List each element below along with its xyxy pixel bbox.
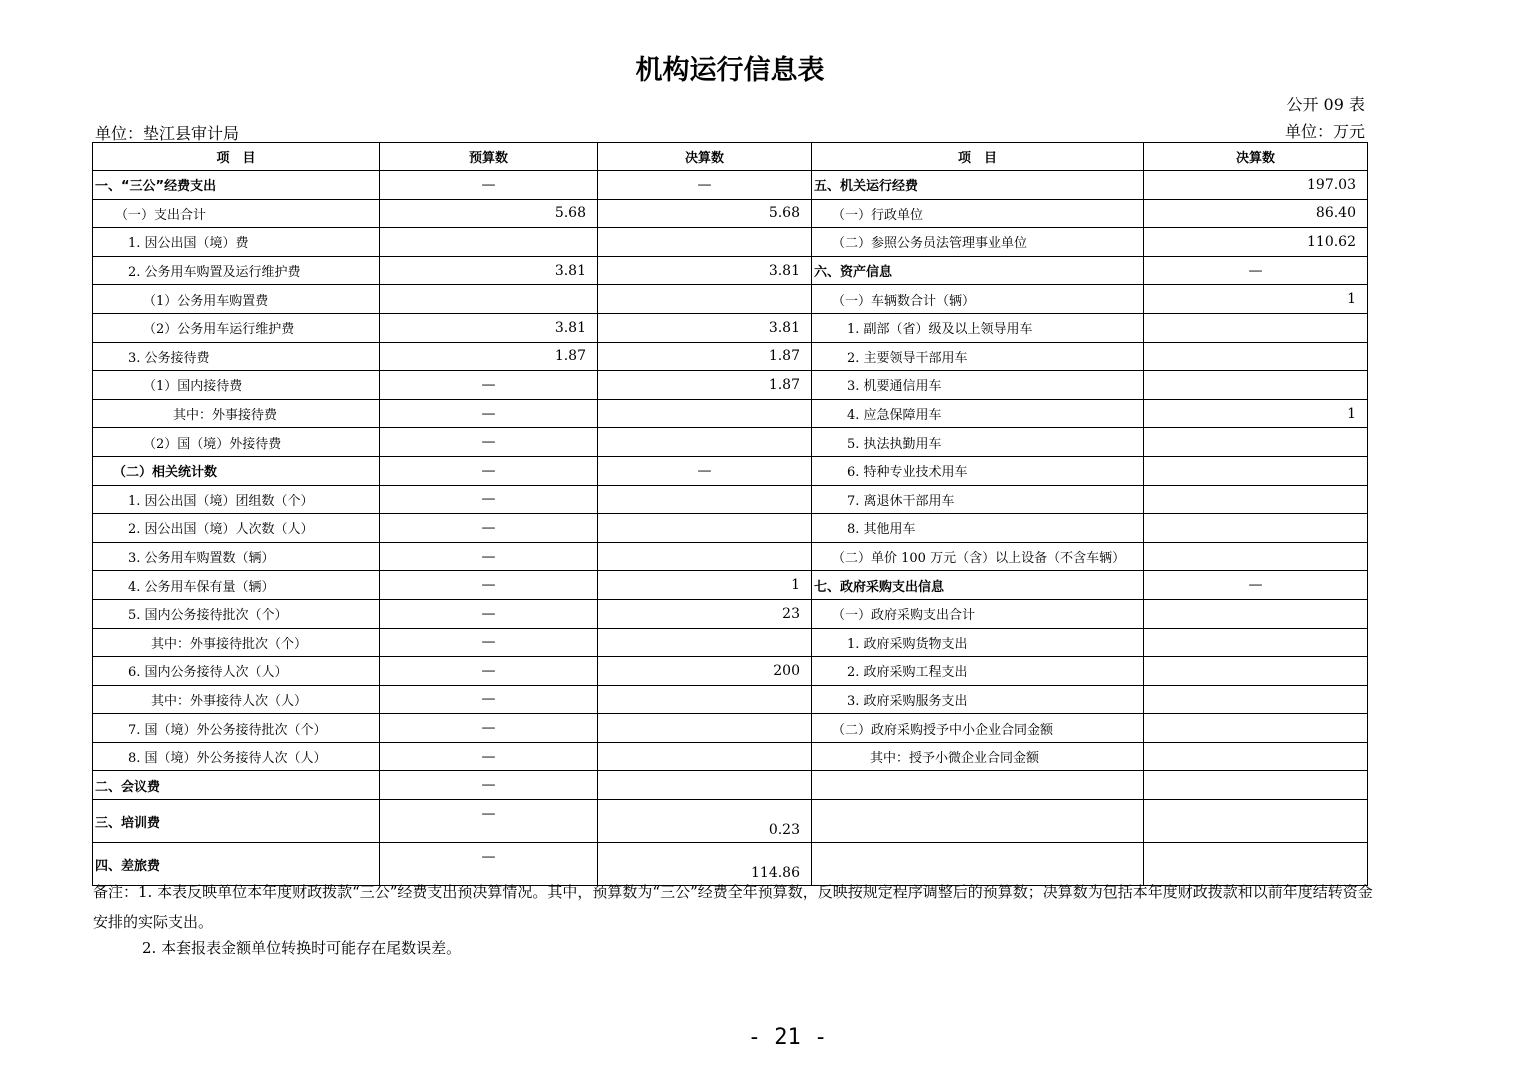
budget-cell: 1.87 [380,342,598,371]
row-label: （1）公务用车购置费 [93,285,380,314]
right-label: 6. 特种专业技术用车 [812,456,1144,485]
right-label: （一）政府采购支出合计 [812,599,1144,628]
right-value [1144,313,1368,342]
right-label [812,771,1144,800]
right-label: 2. 主要领导干部用车 [812,342,1144,371]
page-number: - 21 - [747,1025,828,1050]
table-row [93,599,1368,628]
row-label: （一）支出合计 [93,199,380,228]
budget-cell: — [380,742,598,771]
row-label: 1. 因公出国（境）费 [93,228,380,257]
right-label: 六、资产信息 [812,256,1144,285]
header-final: 决算数 [598,143,812,171]
budget-cell: — [380,571,598,600]
row-label: （2）公务用车运行维护费 [93,313,380,342]
final-cell: 3.81 [598,256,812,285]
row-label: 5. 国内公务接待批次（个） [93,599,380,628]
form-code: 公开 09 表 [1286,95,1365,114]
right-label [812,800,1144,843]
right-label: 5. 执法执勤用车 [812,428,1144,457]
right-label: （一）行政单位 [812,199,1144,228]
table-row [93,514,1368,543]
table-row [93,456,1368,485]
right-label: （二）单价 100 万元（含）以上设备（不含车辆） [812,542,1144,571]
right-label: 8. 其他用车 [812,514,1144,543]
row-label: 一、“三公”经费支出 [93,171,380,200]
budget-cell: — [380,514,598,543]
table-row [93,657,1368,686]
final-cell [598,628,812,657]
right-value [1144,628,1368,657]
table-row [93,285,1368,314]
row-label: 7. 国（境）外公务接待批次（个） [93,714,380,743]
final-cell: 0.23 [598,800,812,843]
budget-cell: — [380,843,598,886]
final-cell [598,685,812,714]
footnote-1: 备注：1. 本表反映单位本年度财政拨款“三公”经费支出预决算情况。其中，预算数为“三公”经费全年预算数，反映按规定程序调整后的预算数；决算数为包括本年度财政拨款和以前年度结转资金安排的实际支出。 [93,883,1373,931]
right-value [1144,599,1368,628]
table-row [93,428,1368,457]
right-value [1144,800,1368,843]
table-row [93,714,1368,743]
right-label: 1. 政府采购货物支出 [812,628,1144,657]
table-header-row [93,143,1368,171]
budget-cell [380,228,598,257]
budget-cell: — [380,456,598,485]
final-cell [598,514,812,543]
currency-unit: 单位：万元 [1284,122,1365,141]
footnote-2: 2. 本套报表金额单位转换时可能存在尾数误差。 [142,939,462,957]
right-label: （二）政府采购授予中小企业合同金额 [812,714,1144,743]
row-label: 其中：外事接待批次（个） [93,628,380,657]
right-label: 1. 副部（省）级及以上领导用车 [812,313,1144,342]
table-row [93,228,1368,257]
budget-cell: — [380,628,598,657]
budget-cell: — [380,371,598,400]
budget-cell [380,285,598,314]
table-row [93,399,1368,428]
final-cell [598,485,812,514]
right-label: 3. 政府采购服务支出 [812,685,1144,714]
final-cell: 1.87 [598,342,812,371]
row-label: 其中：外事接待费 [93,399,380,428]
row-label: 4. 公务用车保有量（辆） [93,571,380,600]
table-row [93,571,1368,600]
row-label: （1）国内接待费 [93,371,380,400]
row-label: 四、差旅费 [93,843,380,886]
header-final-right: 决算数 [1144,143,1368,171]
final-cell [598,542,812,571]
row-label: 6. 国内公务接待人次（人） [93,657,380,686]
final-cell: 23 [598,599,812,628]
right-value [1144,485,1368,514]
info-table [92,142,1368,886]
final-cell: — [598,171,812,200]
right-value: 197.03 [1144,171,1368,200]
table-row [93,256,1368,285]
row-label: （二）相关统计数 [93,456,380,485]
row-label: 1. 因公出国（境）团组数（个） [93,485,380,514]
row-label: 2. 因公出国（境）人次数（人） [93,514,380,543]
table-row [93,685,1368,714]
row-label: （2）国（境）外接待费 [93,428,380,457]
header-budget: 预算数 [380,143,598,171]
table-row [93,342,1368,371]
final-cell: 3.81 [598,313,812,342]
final-cell [598,771,812,800]
budget-cell: — [380,485,598,514]
page-title: 机构运行信息表 [635,55,825,86]
right-label: 4. 应急保障用车 [812,399,1144,428]
table-row [93,628,1368,657]
right-label: 七、政府采购支出信息 [812,571,1144,600]
table-row [93,313,1368,342]
final-cell [598,714,812,743]
right-label: （二）参照公务员法管理事业单位 [812,228,1144,257]
table-row [93,371,1368,400]
right-value [1144,542,1368,571]
budget-cell: — [380,599,598,628]
table-row [93,542,1368,571]
row-label: 二、会议费 [93,771,380,800]
row-label: 2. 公务用车购置及运行维护费 [93,256,380,285]
right-value: 86.40 [1144,199,1368,228]
budget-cell: — [380,685,598,714]
right-value: 1 [1144,399,1368,428]
table-row [93,171,1368,200]
budget-cell: — [380,428,598,457]
header-item-right: 项 目 [812,143,1144,171]
right-value [1144,714,1368,743]
final-cell [598,228,812,257]
budget-cell: 5.68 [380,199,598,228]
final-cell: 200 [598,657,812,686]
reporting-unit: 单位：垫江县审计局 [95,124,240,143]
right-value [1144,342,1368,371]
right-value [1144,685,1368,714]
right-value: 110.62 [1144,228,1368,257]
right-value [1144,657,1368,686]
right-label: （一）车辆数合计（辆） [812,285,1144,314]
header-item-left: 项 目 [93,143,380,171]
table-row [93,199,1368,228]
budget-cell: — [380,800,598,843]
right-value [1144,742,1368,771]
budget-cell: 3.81 [380,256,598,285]
final-cell: 1 [598,571,812,600]
row-label: 3. 公务接待费 [93,342,380,371]
table-row [93,742,1368,771]
right-label: 其中：授予小微企业合同金额 [812,742,1144,771]
right-value [1144,514,1368,543]
table-row [93,771,1368,800]
row-label: 3. 公务用车购置数（辆） [93,542,380,571]
row-label: 8. 国（境）外公务接待人次（人） [93,742,380,771]
table-row [93,485,1368,514]
right-label: 五、机关运行经费 [812,171,1144,200]
final-cell [598,742,812,771]
final-cell [598,285,812,314]
row-label: 其中：外事接待人次（人） [93,685,380,714]
budget-cell: — [380,171,598,200]
right-label: 7. 离退休干部用车 [812,485,1144,514]
right-value [1144,428,1368,457]
budget-cell: — [380,771,598,800]
budget-cell: — [380,714,598,743]
table-row [93,800,1368,843]
right-value [1144,371,1368,400]
row-label: 三、培训费 [93,800,380,843]
final-cell: 1.87 [598,371,812,400]
right-value [1144,456,1368,485]
final-cell: — [598,456,812,485]
right-value [1144,771,1368,800]
budget-cell: — [380,542,598,571]
budget-cell: 3.81 [380,313,598,342]
final-cell: 114.86 [598,843,812,886]
right-value: — [1144,256,1368,285]
budget-cell: — [380,399,598,428]
final-cell: 5.68 [598,199,812,228]
final-cell [598,399,812,428]
final-cell [598,428,812,457]
right-label: 3. 机要通信用车 [812,371,1144,400]
right-label: 2. 政府采购工程支出 [812,657,1144,686]
right-value: — [1144,571,1368,600]
budget-cell: — [380,657,598,686]
right-value: 1 [1144,285,1368,314]
